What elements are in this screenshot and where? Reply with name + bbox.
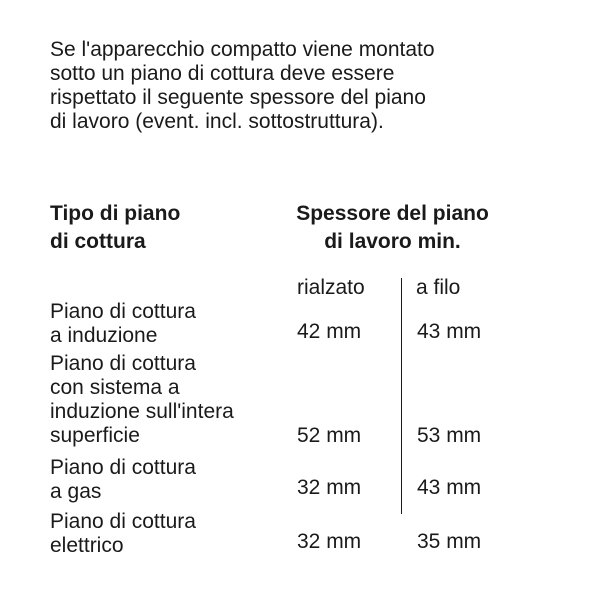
header-worktop-thickness: Spessore del piano di lavoro min. [296,202,489,253]
header-hob-type: Tipo di piano di cottura [50,202,181,253]
value-gas-flush: 43 mm [417,476,482,499]
value-induction-raised: 42 mm [297,320,362,343]
value-electric-raised: 32 mm [297,530,362,553]
row-label-electric: Piano di cottura elettrico [50,510,196,557]
value-full-surface-flush: 53 mm [417,424,482,447]
intro-paragraph: Se l'apparecchio compatto viene montato sotto un piano di cottura deve essere rispettato il seguente spessore del piano di lavoro (event. incl. sottostruttura). [50,38,435,133]
value-full-surface-raised: 52 mm [297,424,362,447]
column-divider [401,278,402,514]
value-induction-flush: 43 mm [417,320,482,343]
row-label-gas: Piano di cottura a gas [50,456,196,503]
value-electric-flush: 35 mm [417,530,482,553]
value-gas-raised: 32 mm [297,476,362,499]
row-label-full-surface-induction: Piano di cottura con sistema a induzione sull'intera superficie [50,352,234,447]
subheader-raised: rialzato [297,276,365,299]
subheader-flush: a filo [416,276,461,299]
row-label-induction: Piano di cottura a induzione [50,300,196,347]
